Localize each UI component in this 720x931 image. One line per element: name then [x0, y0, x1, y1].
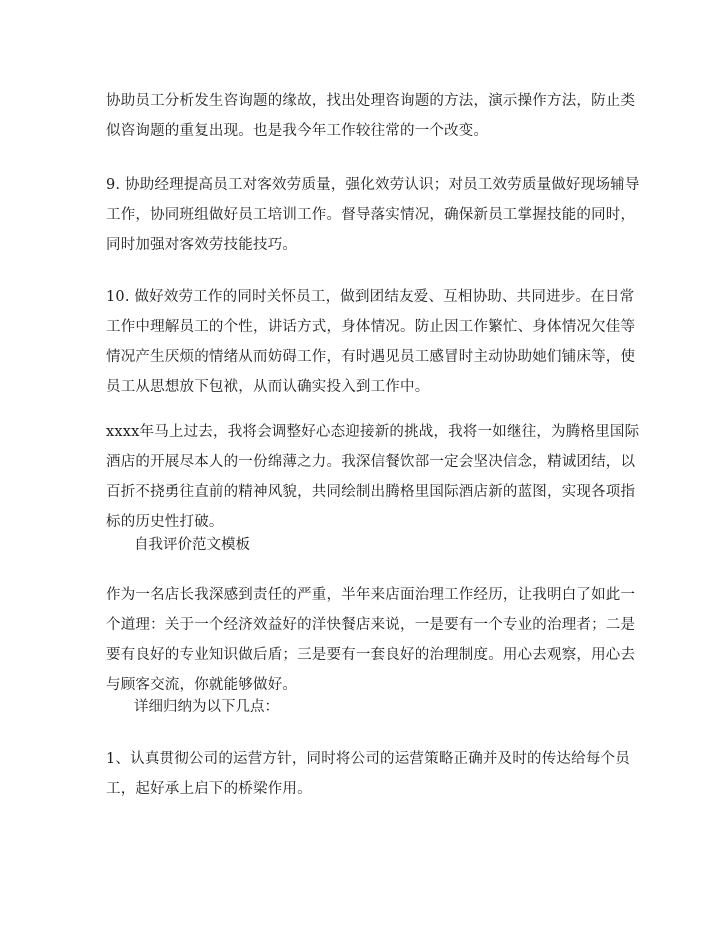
- text-line: 标的历史性打破。: [106, 514, 224, 530]
- text-line: 员工从思想放下包袱，从而认确实投入到工作中。: [106, 379, 430, 395]
- heading-self-evaluation-template: 自我评价范文模板: [134, 537, 250, 553]
- paragraph-point-1: [106, 744, 630, 804]
- text-line: xxxx年马上过去，我将会调整好心态迎接新的挑战，我将一如继往，为腾格里国际: [106, 424, 640, 440]
- text-line: 工作中理解员工的个性，讲话方式，身体情况。防止因工作繁忙、身体情况欠佳等: [106, 319, 636, 335]
- text-line: 作为一名店长我深感到责任的严重，半年来店面治理工作经历，让我明白了如此一: [106, 587, 636, 603]
- paragraph-item-10: [106, 282, 636, 402]
- text-line: 同时加强对客效劳技能技巧。: [106, 237, 298, 253]
- text-line: 10. 做好效劳工作的同时关怀员工，做到团结友爱、互相协助、共同进步。在日常: [106, 289, 635, 305]
- text-line: 要有良好的专业知识做后盾；三是要有一套良好的治理制度。用心去观察，用心去: [106, 647, 636, 663]
- text-line: 9. 协助经理提高员工对客效劳质量，强化效劳认识；对员工效劳质量做好现场辅导: [106, 177, 640, 193]
- paragraph-item-9: [106, 170, 640, 260]
- text-line: 情况产生厌烦的情绪从而妨碍工作，有时遇见员工感冒时主动协助她们铺床等，使: [106, 349, 636, 365]
- text-line: 1、认真贯彻公司的运营方针，同时将公司的运营策略正确并及时的传达给每个员: [106, 751, 630, 767]
- text-line: 协助员工分析发生咨询题的缘故，找出处理咨询题的方法，演示操作方法，防止类: [106, 93, 636, 109]
- paragraph-outlook: [106, 417, 640, 537]
- text-line: 与顾客交流，你就能够做好。: [106, 677, 298, 693]
- text-line: 工，起好承上启下的桥梁作用。: [106, 781, 312, 797]
- paragraph-problem-analysis: [106, 86, 636, 146]
- heading-detailed-summary: 详细归纳为以下几点：: [134, 699, 279, 715]
- text-line: 个道理：关于一个经济效益好的洋快餐店来说，一是要有一个专业的治理者；二是: [106, 617, 636, 633]
- text-line: 似咨询题的重复出现。也是我今年工作较往常的一个改变。: [106, 123, 489, 139]
- text-line: 工作，协同班组做好员工培训工作。督导落实情况，确保新员工掌握技能的同时，: [106, 207, 636, 223]
- text-line: 酒店的开展尽本人的一份绵薄之力。我深信餐饮部一定会坚决信念，精诚团结，以: [106, 454, 636, 470]
- paragraph-store-manager: [106, 580, 636, 700]
- text-line: 百折不挠勇往直前的精神风貌，共同绘制出腾格里国际酒店新的蓝图，实现各项指: [106, 484, 636, 500]
